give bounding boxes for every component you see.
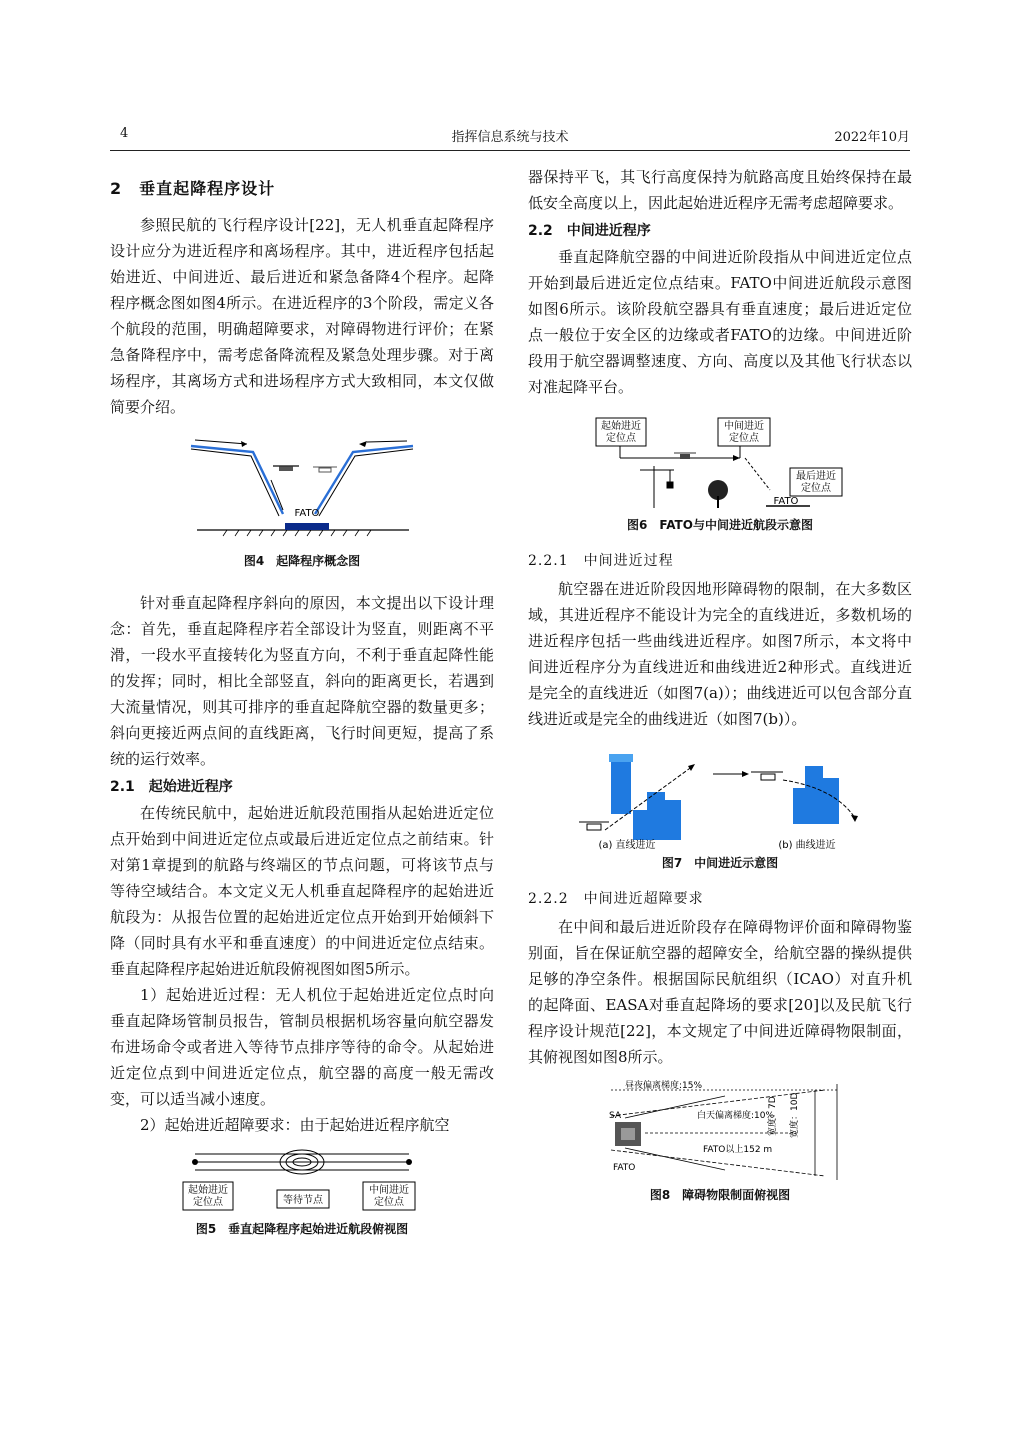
building-icon — [793, 766, 839, 824]
subsubsection-title: 2.2.1 中间进近过程 — [528, 553, 674, 569]
paragraph: 在中间和最后进近阶段存在障碍物评价面和障碍物鉴别面，旨在保证航空器的超障安全，给航空器的操纵提供足够的净空条件。根据国际民航组织（ICAO）对直升机的起降面、EASA对垂直起降场的要求[20]以及民航飞行程序设计规范[22]，本文规定了中间进近障碍物限制面，其俯视图如图8所示。 — [528, 918, 912, 1066]
fig8-width10: 宽度：10D — [790, 1092, 800, 1138]
fig5-box1-line2: 定位点 — [193, 1197, 223, 1208]
fig5-box3-line1: 中间进近 — [369, 1185, 409, 1196]
subsubsection-title: 2.2.2 中间进近超障要求 — [528, 891, 704, 907]
figure-caption: 图8 障碍物限制面俯视图 — [649, 1188, 791, 1202]
fig5-box1-line1: 起始进近 — [188, 1185, 228, 1196]
fig5-box2: 等待节点 — [283, 1195, 323, 1206]
fig6-box2-line2: 定位点 — [729, 433, 759, 444]
paragraph: 参照民航的飞行程序设计[22]，无人机垂直起降程序设计应分为进近程序和离场程序。其中，进近程序包括起始进近、中间进近、最后进近和紧急备降4个程序。起降程序概念图如图4所示。在进近程序的3个阶段，需定义各个航段的范围，明确超障要求，对障碍物进行评价；在紧急备降程序中，需考虑备降流程及紧急处理步骤。对于离场程序，其离场方式和进场程序方式大致相同，本文仅做简要介绍。 — [110, 216, 494, 416]
header-rule — [110, 150, 910, 151]
fig6-box3-line1: 最后进近 — [796, 471, 836, 482]
figure-8 — [528, 1078, 912, 1204]
fig8-width7: 宽度：7D — [768, 1096, 778, 1136]
figure-7 — [528, 748, 912, 872]
figure-4 — [110, 438, 494, 570]
figure-caption: 图7 中间进近示意图 — [661, 856, 779, 870]
left-column — [110, 164, 494, 1238]
fato-label: FATO — [294, 508, 320, 519]
drone-icon — [751, 772, 783, 780]
tree-icon — [708, 480, 728, 508]
figure-caption: 图6 FATO与中间进近航段示意图 — [627, 518, 813, 532]
fig8-alt-label: FATO以上152 m — [703, 1145, 773, 1155]
fig8-sa-label: SA — [609, 1111, 622, 1121]
figure-caption: 图5 垂直起降程序起始进近航段俯视图 — [195, 1222, 409, 1236]
fig6-box3-line2: 定位点 — [801, 483, 831, 494]
fig6-box1-line2: 定位点 — [606, 433, 636, 444]
right-column — [528, 164, 912, 1204]
fig6-diagram — [590, 416, 850, 512]
subsection-title: 2.2 中间进近程序 — [528, 223, 651, 239]
drone-icon — [579, 822, 609, 830]
figure-6 — [528, 416, 912, 534]
fig8-diagram — [585, 1078, 855, 1184]
page-header — [110, 126, 910, 150]
journal-name: 指挥信息系统与技术 — [451, 130, 569, 145]
fig6-box2-line1: 中间进近 — [724, 421, 764, 432]
building-icon — [609, 754, 681, 840]
fig7-b-label: (b) 曲线进近 — [778, 840, 836, 851]
fig8-day-label: 白天偏离梯度:10% — [697, 1111, 775, 1121]
paragraph: 器保持平飞，其飞行高度保持为航路高度且始终保持在最低安全高度以上，因此起始进近程序无需考虑超障要求。 — [528, 168, 912, 212]
paragraph: 1）起始进近过程：无人机位于起始进近定位点时向垂直起降场管制员报告，管制员根据机场容量向航空器发布进场命令或者进入等待节点排序等待的命令。从起始进近定位点到中间进近定位点，航空器的高度一般无需改变，可以适当减小速度。 — [110, 986, 494, 1108]
subsection-title: 2.1 起始进近程序 — [110, 779, 233, 795]
paragraph: 垂直起降航空器的中间进近阶段指从中间进近定位点开始到最后进近定位点结束。FATO中间进近航段示意图如图6所示。该阶段航空器具有垂直速度；最后进近定位点一般位于安全区的边缘或者FATO的边缘。中间进近阶段用于航空器调整速度、方向、高度以及其他飞行状态以对准起降平台。 — [528, 248, 912, 396]
fig7-diagram — [575, 748, 865, 852]
paragraph: 2）起始进近超障要求：由于起始进近程序航空 — [140, 1116, 450, 1134]
fig8-fato-label: FATO — [613, 1163, 636, 1173]
paragraph: 航空器在进近阶段因地形障碍物的限制，在大多数区域，其进近程序不能设计为完全的直线进近，多数机场的进近程序包括一些曲线进近程序。如图7所示，本文将中间进近程序分为直线进近和曲线进近2种形式。直线进近是完全的直线进近（如图7(a)）；曲线进近可以包含部分直线进近或是完全的曲线进近（如图7(b)）。 — [528, 580, 912, 728]
fig5-box3-line2: 定位点 — [374, 1197, 404, 1208]
figure-caption: 图4 起降程序概念图 — [243, 554, 361, 568]
fig7-a-label: (a) 直线进近 — [598, 840, 656, 851]
crane-icon — [640, 466, 674, 508]
paragraph: 在传统民航中，起始进近航段范围指从起始进近定位点开始到中间进近定位点或最后进近定位点之前结束。针对第1章提到的航路与终端区的节点问题，可将该节点与等待空域结合。本文定义无人机垂直起降程序的起始进近航段为：从报告位置的起始进近定位点开始到开始倾斜下降（同时具有水平和垂直速度）的中间进近定位点结束。垂直起降程序起始进近航段俯视图如图5所示。 — [110, 804, 494, 978]
section-title: 2 垂直起降程序设计 — [110, 179, 276, 198]
page-number: 4 — [120, 126, 129, 141]
fig6-fato-label: FATO — [773, 496, 799, 507]
drone-icon — [273, 466, 299, 471]
fig6-box1-line1: 起始进近 — [601, 421, 641, 432]
fig5-diagram — [177, 1148, 427, 1214]
issue-date: 2022年10月 — [834, 130, 910, 145]
drone-icon — [313, 467, 337, 472]
fig4-diagram — [187, 438, 417, 546]
fig8-night-label: 昼夜偏离梯度:15% — [625, 1081, 703, 1091]
figure-5 — [110, 1148, 494, 1238]
paragraph: 针对垂直起降程序斜向的原因，本文提出以下设计理念：首先，垂直起降程序若全部设计为竖直，则距离不平滑，一段水平直接转化为竖直方向，不利于垂直起降性能的发挥；同时，相比全部竖直，斜向的距离更长，若遇到大流量情况，则其可排序的垂直起降航空器的数量更多；斜向更接近两点间的直线距离，飞行时间更短，提高了系统的运行效率。 — [110, 594, 494, 768]
